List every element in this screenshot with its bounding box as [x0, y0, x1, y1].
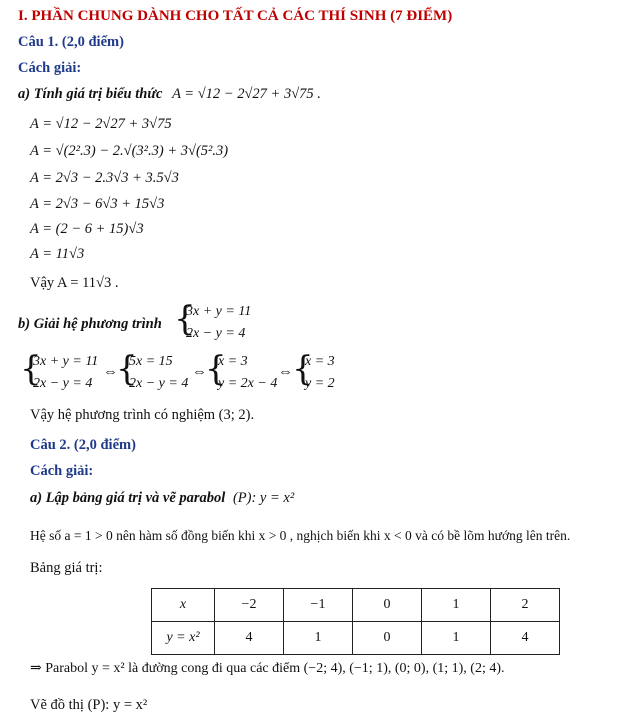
- table-cell: 1: [422, 622, 491, 655]
- chain-4-eq-2: y = 2: [305, 376, 335, 391]
- table-cell: 0: [353, 589, 422, 622]
- table-row-x: [152, 589, 560, 622]
- step-5: A = (2 − 6 + 15)√3: [30, 221, 144, 237]
- part-a-label: a) Tính giá trị biểu thức: [18, 86, 163, 102]
- conclusion-b: Vậy hệ phương trình có nghiệm (3; 2).: [30, 407, 255, 423]
- question-1-title: Câu 1. (2,0 điểm): [18, 34, 124, 50]
- table-cell: 1: [422, 589, 491, 622]
- chain-2-eq-2: 2x − y = 4: [129, 376, 189, 391]
- step-1: A = √12 − 2√27 + 3√75: [30, 116, 172, 132]
- question-2-method: Cách giải:: [30, 463, 94, 479]
- part-a-heading: [18, 86, 321, 103]
- table-cell: 0: [353, 622, 422, 655]
- chain-1-eq-1: 3x + y = 11: [33, 354, 99, 369]
- system-eq-1: 3x + y = 11: [186, 304, 252, 319]
- step-4: A = 2√3 − 6√3 + 15√3: [30, 196, 165, 212]
- step-6: A = 11√3: [30, 246, 85, 262]
- part-b-label: b) Giải hệ phương trình: [18, 316, 162, 332]
- chain-3-eq-1: x = 3: [218, 354, 248, 369]
- question-2-title: Câu 2. (2,0 điểm): [30, 437, 136, 453]
- table-cell: 2: [491, 589, 560, 622]
- chain-2-brace: {: [116, 349, 138, 389]
- q2-part-a-expression: (P): y = x²: [232, 490, 295, 506]
- chain-3-brace: {: [205, 349, 227, 389]
- chain-1-brace: {: [20, 349, 42, 389]
- values-table: [151, 588, 560, 655]
- q2-part-a-label: a) Lập bảng giá trị và vẽ parabol: [30, 490, 226, 506]
- graph-label: Vẽ đồ thị (P): y = x²: [30, 697, 148, 713]
- parabol-implication: ⇒ Parabol y = x² là đường cong đi qua các điểm (−2; 4), (−1; 1), (0; 0), (1; 1), (2; 4).: [30, 661, 505, 676]
- table-cell: 4: [491, 622, 560, 655]
- system-brace: {: [174, 299, 196, 339]
- chain-2-eq-1: 5x = 15: [129, 354, 173, 369]
- table-cell: 1: [284, 622, 353, 655]
- table-cell: −1: [284, 589, 353, 622]
- part-a-expression: A = √12 − 2√27 + 3√75 .: [172, 86, 321, 102]
- table-cell: −2: [215, 589, 284, 622]
- conclusion-a: Vậy A = 11√3 .: [30, 275, 119, 291]
- step-2: A = √(2².3) − 2.√(3².3) + 3√(5².3): [30, 143, 229, 159]
- equiv-arrow-3: ⇔: [278, 364, 293, 380]
- chain-3-eq-2: y = 2x − 4: [218, 376, 278, 391]
- question-1-method: Cách giải:: [18, 60, 82, 76]
- table-intro: Bảng giá trị:: [30, 560, 103, 576]
- step-3: A = 2√3 − 2.3√3 + 3.5√3: [30, 170, 179, 186]
- table-row-y: [152, 622, 560, 655]
- table-cell: 4: [215, 622, 284, 655]
- table-header-y: y = x²: [152, 622, 215, 655]
- system-eq-2: 2x − y = 4: [186, 326, 246, 341]
- chain-1-eq-2: 2x − y = 4: [33, 376, 93, 391]
- section-title: I. PHẦN CHUNG DÀNH CHO TẤT CẢ CÁC THÍ SINH (7 ĐIỂM): [18, 8, 453, 24]
- coefficient-description: Hệ số a = 1 > 0 nên hàm số đồng biến khi x > 0 , nghịch biến khi x < 0 và có bề lõm hướng lên trên.: [30, 528, 571, 543]
- equiv-arrow-2: ⇔: [192, 364, 207, 380]
- chain-4-eq-1: x = 3: [305, 354, 335, 369]
- chain-4-brace: {: [292, 349, 314, 389]
- equiv-arrow-1: ⇔: [103, 364, 118, 380]
- q2-part-a-heading: [30, 490, 294, 507]
- table-header-x: x: [152, 589, 215, 622]
